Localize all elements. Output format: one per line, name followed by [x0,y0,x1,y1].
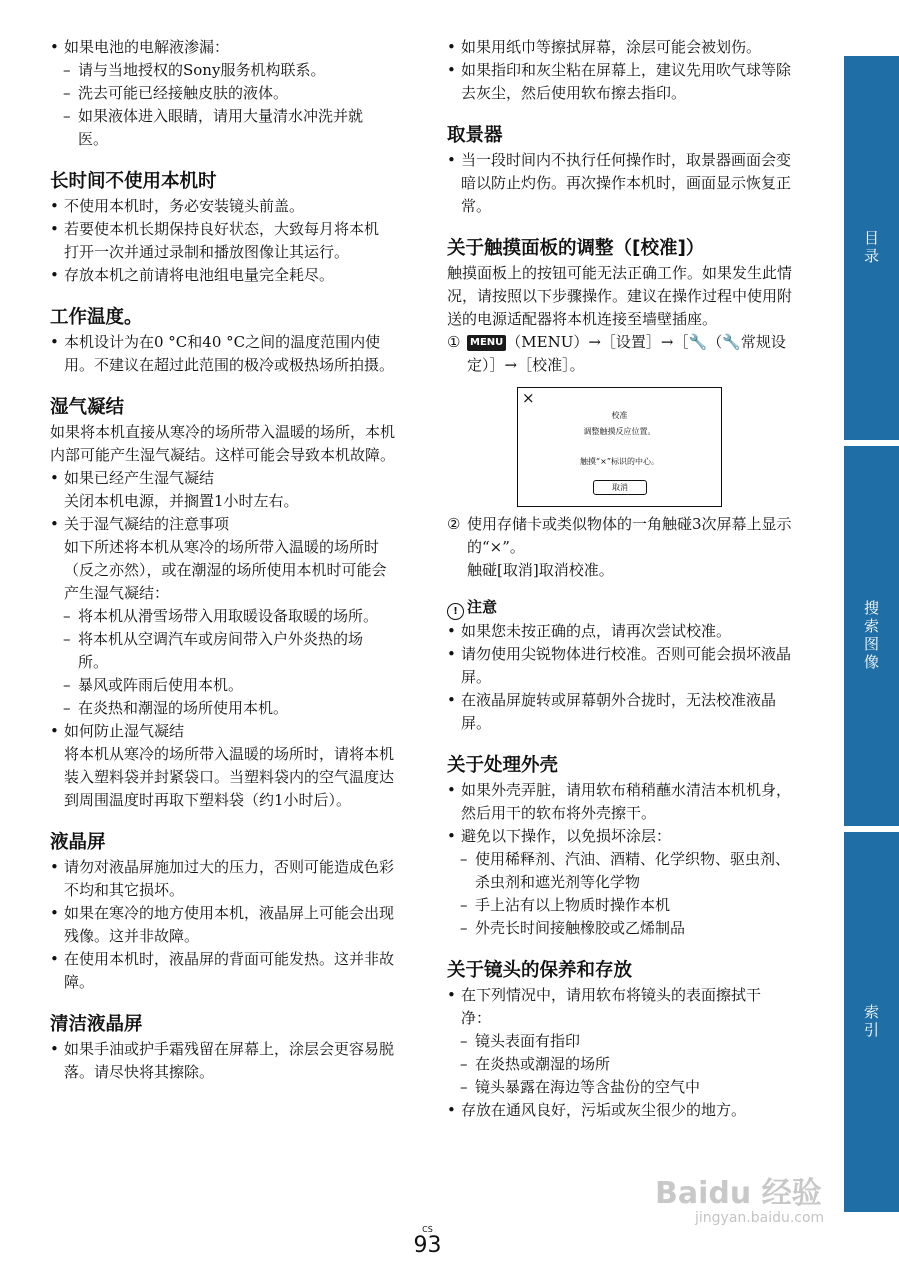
list-item: – 使用稀释剂、汽油、酒精、化学织物、驱虫剂、杀虫剂和遮光剂等化学物 [447,848,795,894]
list-item: • 请勿使用尖锐物体进行校准。否则可能会损坏液晶屏。 [447,643,795,689]
figure-title: 校准 [611,411,628,420]
list-item: – 将本机从空调汽车或房间带入户外炎热的场所。 [50,628,378,674]
list-item: • 存放本机之前请将电池组电量完全耗尽。 [50,264,400,287]
step-text: （ [707,333,723,351]
list-item: • 如果在寒冷的地方使用本机，液晶屏上可能会出现残像。这并非故障。 [50,902,400,948]
list-item: – 洗去可能已经接触皮肤的液体。 [50,82,400,105]
step-text: 使用存储卡或类似物体的一角触碰3次屏幕上显示的“×”。 [467,515,792,556]
note-title: 注意 [467,598,498,616]
section-list [447,984,795,1122]
list-item: – 镜头表面有指印 [447,1030,795,1053]
list-item: • 在液晶屏旋转或屏幕朝外合拢时，无法校准液晶屏。 [447,689,781,735]
list-item: • 若要使本机长期保持良好状态，大致每月将本机打开一次并通过录制和播放图像让其运行。 [50,218,382,264]
step-1 [447,331,795,377]
list-item: • 如果电池的电解液渗漏： [50,36,400,59]
section-title: 关于处理外壳 [447,755,559,776]
list-item: • 在下列情况中，请用软布将镜头的表面擦拭干净： [447,984,779,1030]
list-item: – 暴风或阵雨后使用本机。 [50,674,400,697]
menu-button-icon: MENU [467,335,506,351]
calibration-screen-figure [517,387,722,507]
step-text: （MENU）→［设置］→［ [506,333,689,351]
section-title: 湿气凝结 [50,397,125,418]
step-number: ① [447,333,461,351]
note-list [447,620,795,735]
section-title: 工作温度。 [50,307,143,328]
list-item: • 在使用本机时，液晶屏的背面可能发热。这并非故障。 [50,948,400,994]
section-title: 液晶屏 [50,832,106,853]
list-item: • 不使用本机时，务必安装镜头前盖。 [50,195,400,218]
close-icon: × [522,389,535,407]
list-item-text: 如下所述将本机从寒冷的场所带入温暖的场所时（反之亦然），或在潮湿的场所使用本机时可能会产生湿气凝结： [64,538,387,602]
section-list [50,195,400,287]
section-title: 关于触摸面板的调整（[校准]） [447,238,705,259]
list-item: • 存放在通风良好，污垢或灰尘很少的地方。 [447,1099,795,1122]
list-item: – 如果液体进入眼睛，请用大量清水冲洗并就医。 [50,105,378,151]
list-item: • 如果已经产生湿气凝结 [50,467,400,490]
list-item: • 如果您未按正确的点，请再次尝试校准。 [447,620,795,643]
figure-text: 调整触摸反应位置。 [583,427,656,436]
list-item-text: 将本机从寒冷的场所带入温暖的场所时，请将本机装入塑料袋并封紧袋口。当塑料袋内的空气温度达到周围温度时再取下塑料袋（约1小时后）。 [64,745,395,809]
list-item: • 如果用纸巾等擦拭屏幕，涂层可能会被划伤。 [447,36,781,59]
wrench-icon: 🔧 [722,333,741,351]
section-list [50,331,400,377]
section-list [447,36,795,105]
list-item: • 如何防止湿气凝结 [50,720,400,743]
page-number: 93 [413,1233,442,1258]
paragraph: 如果将本机直接从寒冷的场所带入温暖的场所，本机内部可能产生湿气凝结。这样可能会导致本机故障。 [50,423,396,464]
section-title: 长时间不使用本机时 [50,171,217,192]
list-item: • 如果外壳弄脏，请用软布稍稍蘸水清洁本机机身，然后用干的软布将外壳擦干。 [447,779,795,825]
list-item: – 将本机从滑雪场带入用取暖设备取暖的场所。 [50,605,378,628]
section-title: 清洁液晶屏 [50,1014,143,1035]
list-item: – 在炎热和潮湿的场所使用本机。 [50,697,400,720]
step-number: ② [447,515,461,533]
step-subtext: 触碰[取消]取消校准。 [467,561,614,579]
section-title: 取景器 [447,125,503,146]
baidu-watermark-logo: Baidu 经验 [655,1176,822,1211]
list-item: • 如果手油或护手霜残留在屏幕上，涂层会更容易脱落。请尽快将其擦除。 [50,1038,400,1084]
tab-index[interactable]: 索引 [844,832,899,1212]
section-list [50,856,400,994]
section-list [447,149,795,218]
list-item: • 如果指印和灰尘粘在屏幕上，建议先用吹气球等除去灰尘，然后使用软布擦去指印。 [447,59,795,105]
paragraph: 触摸面板上的按钮可能无法正确工作。如果发生此情况，请按照以下步骤操作。建议在操作过程中使用附送的电源适配器将本机连接至墙壁插座。 [447,264,793,328]
figure-text: 触摸“×”标识的中心。 [580,457,659,466]
tab-contents[interactable]: 目录 [844,56,899,440]
section-title: 关于镜头的保养和存放 [447,960,633,981]
left-column [50,36,400,1084]
list-item: – 外壳长时间接触橡胶或乙烯制品 [447,917,795,940]
caution-icon: ! [447,603,464,620]
list-item: – 请与当地授权的Sony服务机构联系。 [50,59,400,82]
tab-search-images[interactable]: 搜索图像 [844,446,899,826]
section-list [50,467,400,812]
page-language-code: CS [422,1225,433,1234]
list-item: – 在炎热或潮湿的场所 [447,1053,795,1076]
list-item: • 本机设计为在0 °C和40 °C之间的温度范围内使用。不建议在超过此范围的极冷或极热场所拍摄。 [50,331,399,377]
section-list [447,779,795,940]
list-item-text: 关闭本机电源，并搁置1小时左右。 [64,492,299,510]
section-list [50,1038,400,1084]
step-text: 常规设定）］→［校准］。 [467,333,786,374]
battery-leak-list [50,36,400,151]
note-heading [447,596,795,620]
list-item: – 镜头暴露在海边等含盐份的空气中 [447,1076,795,1099]
right-column [447,36,795,1122]
list-item: • 避免以下操作，以免损坏涂层： [447,825,795,848]
wrench-icon: 🔧 [688,333,708,351]
figure-cancel-button: 取消 [593,480,647,495]
list-item: • 请勿对液晶屏施加过大的压力，否则可能造成色彩不均和其它损坏。 [50,856,400,902]
list-item: – 手上沾有以上物质时操作本机 [447,894,795,917]
step-2 [447,513,795,559]
list-item: • 当一段时间内不执行任何操作时，取景器画面会变暗以防止灼伤。再次操作本机时，画面显示恢复正常。 [447,149,795,218]
watermark-url: jingyan.baidu.com [695,1210,825,1226]
list-item: • 关于湿气凝结的注意事项 [50,513,400,536]
